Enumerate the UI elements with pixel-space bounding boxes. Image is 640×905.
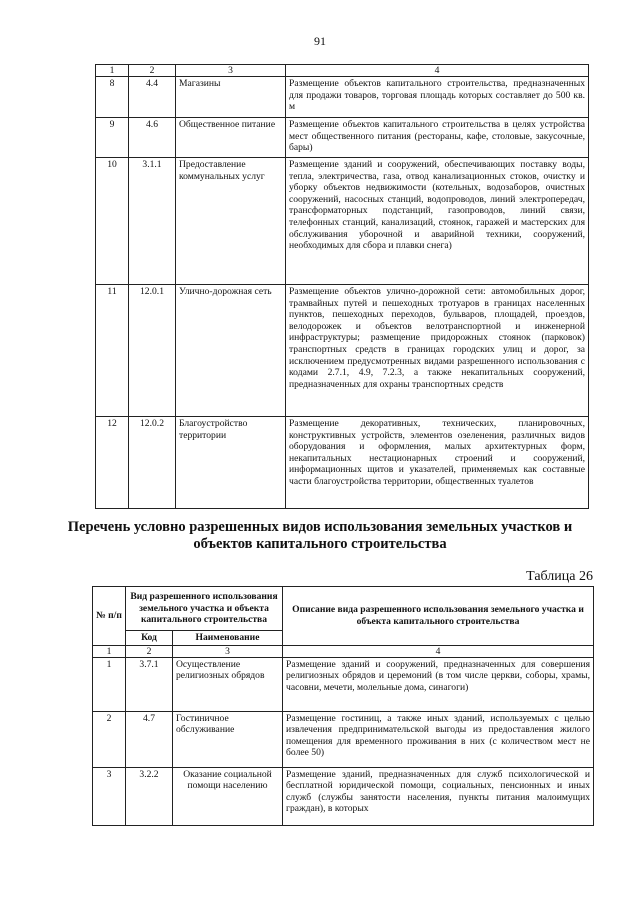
use-description: Размещение гостиниц, а также иных зданий, используемых с целью извлечения предпринимательской выгоды из предоставления жилого помещения для временного проживания в них (с количеством мест не более 50)	[283, 711, 594, 767]
row-number: 12	[96, 417, 129, 509]
row-number: 11	[96, 285, 129, 417]
use-code: 12.0.2	[129, 417, 176, 509]
table-row	[93, 767, 594, 825]
table-row	[93, 657, 594, 711]
column-number: 3	[176, 65, 286, 77]
row-number: 2	[93, 711, 126, 767]
column-number: 3	[173, 645, 283, 657]
use-name: Общественное питание	[176, 118, 286, 158]
use-description: Размещение декоративных, технических, планировочных, конструктивных устройств, элементов озеленения, различных видов оборудования и оформления, малых архитектурных форм, некапитальных нестационарных строений и сооружений, информационных щитов и указателей, применяемых как составные части благоустройства территории, общественных туалетов	[286, 417, 589, 509]
column-number-row	[96, 65, 589, 77]
header-row-number: № п/п	[93, 587, 126, 646]
use-name: Осуществление религиозных обрядов	[173, 657, 283, 711]
use-code: 4.4	[129, 77, 176, 118]
table-row	[96, 77, 589, 118]
section-heading: Перечень условно разрешенных видов использования земельных участков и объектов капитального строительства	[67, 519, 573, 552]
table-caption: Таблица 26	[526, 569, 593, 584]
row-number: 1	[93, 657, 126, 711]
header-use-type-group: Вид разрешенного использования земельного участка и объекта капитального строительства	[126, 587, 283, 631]
column-number: 4	[286, 65, 589, 77]
use-name: Гостиничное обслуживание	[173, 711, 283, 767]
permitted-uses-table	[95, 64, 589, 509]
page-number: 91	[314, 34, 326, 48]
header-description: Описание вида разрешенного использования земельного участка и объекта капитального строительства	[283, 587, 594, 646]
row-number: 3	[93, 767, 126, 825]
conditional-uses-table	[92, 586, 594, 826]
table-row	[96, 417, 589, 509]
use-code: 4.7	[126, 711, 173, 767]
use-description: Размещение зданий и сооружений, обеспечивающих поставку воды, тепла, электричества, газа, отвод канализационных стоков, очистку и уборку объектов недвижимости (котельных, водозаборов, очистных сооружений, насосных станций, водопроводов, линий электропередач, трансформаторных подстанций, газопроводов, линий связи, телефонных станций, канализаций, стоянок, гаражей и мастерских для обслуживания уборочной и аварийной техники, сооружений, необходимых для сбора и плавки снега)	[286, 158, 589, 285]
header-name: Наименование	[173, 631, 283, 646]
header-row	[93, 587, 594, 631]
table-row	[93, 711, 594, 767]
use-name: Оказание социальной помощи населению	[173, 767, 283, 825]
use-code: 4.6	[129, 118, 176, 158]
use-description: Размещение объектов капитального строительства в целях устройства мест общественного питания (рестораны, кафе, столовые, закусочные, бары)	[286, 118, 589, 158]
use-name: Благоустройство территории	[176, 417, 286, 509]
row-number: 9	[96, 118, 129, 158]
use-description: Размещение зданий и сооружений, предназначенных для совершения религиозных обрядов и церемоний (в том числе церкви, соборы, храмы, часовни, мечети, молельные дома, синагоги)	[283, 657, 594, 711]
use-name: Предоставление коммунальных услуг	[176, 158, 286, 285]
use-code: 3.7.1	[126, 657, 173, 711]
row-number: 10	[96, 158, 129, 285]
column-number: 1	[96, 65, 129, 77]
use-name: Магазины	[176, 77, 286, 118]
column-number-row	[93, 645, 594, 657]
use-code: 3.1.1	[129, 158, 176, 285]
use-description: Размещение зданий, предназначенных для служб психологической и бесплатной юридической помощи, социальных, пенсионных и иных служб (службы занятости населения, пункты питания малоимущих граждан), в которых	[283, 767, 594, 825]
use-name: Улично-дорожная сеть	[176, 285, 286, 417]
table-row	[96, 158, 589, 285]
use-description: Размещение объектов улично-дорожной сети: автомобильных дорог, трамвайных путей и пешеходных тротуаров в границах населенных пунктов, пешеходных переходов, бульваров, площадей, проездов, велодорожек и объектов велотранспортной и инженерной инфраструктуры; размещение придорожных стоянок (парковок) транспортных средств в границах городских улиц и дорог, за исключением предусмотренных видами разрешенного использования с кодами 2.7.1, 4.9, 7.2.3, а также некапитальных сооружений, предназначенных для охраны транспортных средств	[286, 285, 589, 417]
column-number: 1	[93, 645, 126, 657]
use-code: 3.2.2	[126, 767, 173, 825]
column-number: 2	[129, 65, 176, 77]
column-number: 2	[126, 645, 173, 657]
row-number: 8	[96, 77, 129, 118]
table-row	[96, 285, 589, 417]
header-code: Код	[126, 631, 173, 646]
table-row	[96, 118, 589, 158]
use-code: 12.0.1	[129, 285, 176, 417]
use-description: Размещение объектов капитального строительства, предназначенных для продажи товаров, торговая площадь которых составляет до 500 кв. м	[286, 77, 589, 118]
column-number: 4	[283, 645, 594, 657]
